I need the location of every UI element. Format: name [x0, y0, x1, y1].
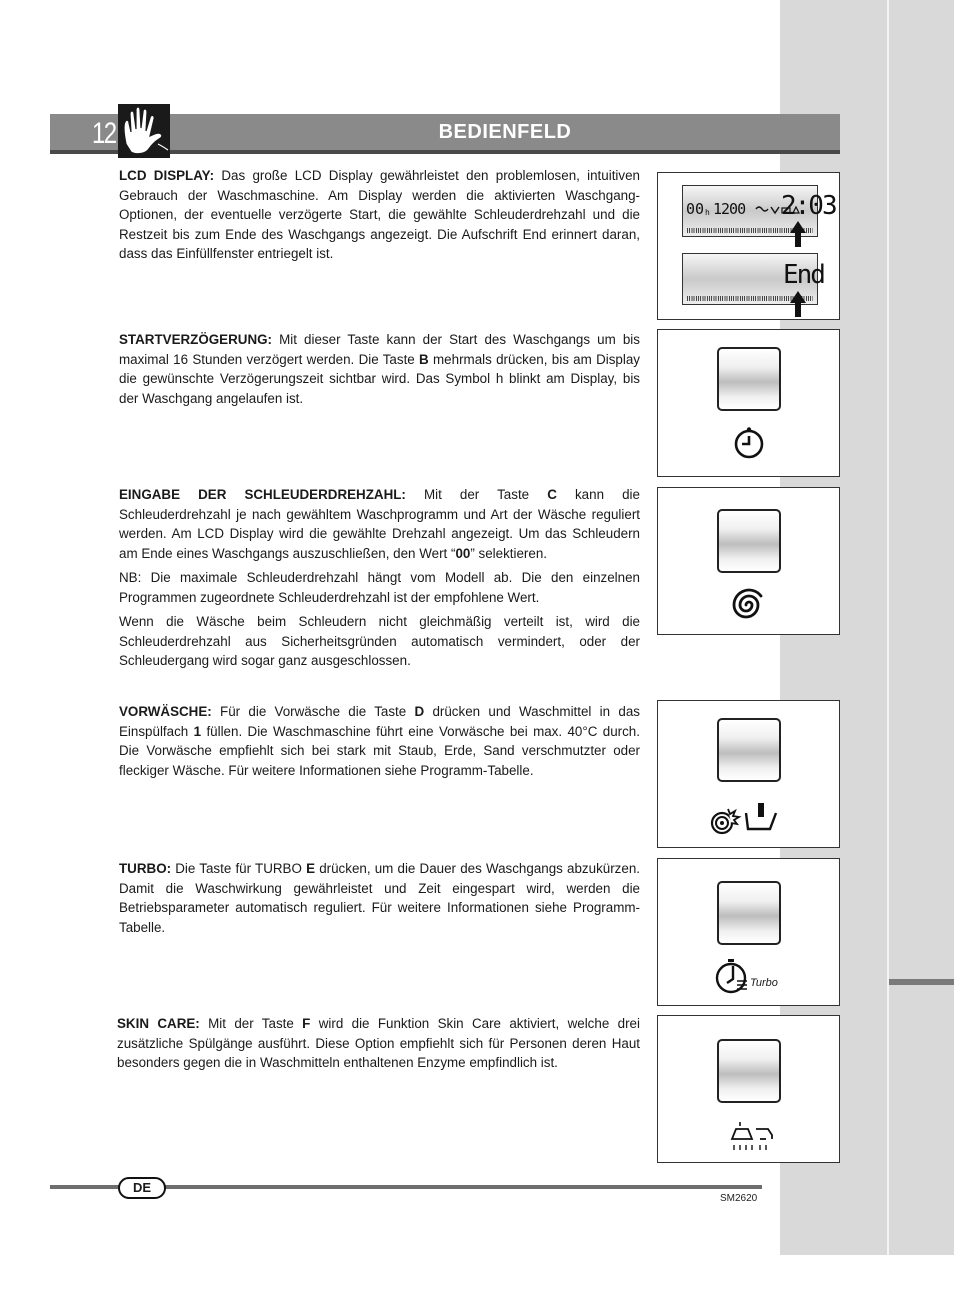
turbo-label: Turbo [750, 977, 778, 989]
skin-care-icon [730, 1121, 774, 1151]
lcd-end-text: End [783, 260, 824, 290]
turbo-icon [713, 957, 753, 995]
key-f: F [302, 1016, 311, 1031]
arrow-up-icon [788, 221, 808, 247]
hand-icon [118, 104, 170, 158]
spin-button[interactable] [717, 509, 781, 573]
side-divider [887, 0, 889, 1255]
prewash-icon [708, 799, 782, 839]
section-title-prewash: VORWÄSCHE: [119, 704, 212, 719]
section-title-lcd: LCD DISPLAY: [119, 168, 215, 183]
section-lcd-display [119, 166, 640, 269]
page-number: 12 [92, 117, 116, 150]
document-code: SM2620 [720, 1193, 758, 1204]
key-e: E [306, 861, 316, 876]
key-b: B [419, 351, 429, 367]
delay-button[interactable] [717, 347, 781, 411]
section-text-lcd: Das große LCD Display gewährleistet den problemlosen, intuitiven Gebrauch der Waschmaschine. Am Display werden die aktivierten Waschgang-Optionen, der eventuelle verzögerte Start, die gewählte Schleuderdrehzahl und die Restzeit bis zum Ende des Waschgangs angezeigt. Die Aufschrift End erinnert daran, dass das Einfüllfenster entriegelt ist. [119, 168, 640, 261]
section-spin-speed: EINGABE DER SCHLEUDERDREHZAHL: Mit der Taste C kann die Schleuderdrehzahl je nach gewähltem Waschprogramm und Art der Wäsche reguliert werden. Am LCD Display wird die gewählte Drehzahl angezeigt. Um das Schleudern am Ende eines Waschgangs auszuschließen, den Wert “00” selektieren. NB: Die maximale Schleuderdrehzahl hängt vom Modell ab. Die den einzelnen Programmen zugeordnete Schleuderdrehzahl ist der empfohlene Wert. Wenn die Wäsche beim Schleudern nicht gleichmäßig verteilt ist, wird die Schleuderdrehzahl aus Sicherheitsgründen automatisch vermindert, oder der Schleudergang wird sogar ganz ausgeschlossen. [119, 485, 640, 676]
page-title: BEDIENFELD [438, 121, 572, 143]
spin-button-panel [657, 487, 840, 635]
language-badge: DE [118, 1177, 166, 1199]
side-tab-marker [889, 979, 954, 985]
section-turbo: TURBO: Die Taste für TURBO E drücken, um die Dauer des Waschgangs abzukürzen. Damit die Waschwirkung gewährleistet und Zeit eingespart wird, werden die Betriebsparameter automatisch reguliert. Für weitere Informationen siehe Programm-Tabelle. [119, 861, 640, 935]
spiral-icon [730, 586, 768, 624]
turbo-button-panel [657, 858, 840, 1006]
section-title-spin: EINGABE DER SCHLEUDERDREHZAHL: [119, 487, 406, 502]
turbo-button[interactable] [717, 881, 781, 945]
skin-care-button[interactable] [717, 1039, 781, 1103]
section-prewash: VORWÄSCHE: Für die Vorwäsche die Taste D drücken und Waschmittel in das Einspülfach 1 füllen. Die Waschmaschine führt eine Vorwäsche bei max. 40°C durch. Die Vorwäsche empfiehlt sich bei stark mit Staub, Erde, Sand verschmutzter oder fleckiger Wäsche. Für weitere Informationen siehe Programm-Tabelle. [119, 704, 640, 778]
prewash-button[interactable] [717, 718, 781, 782]
key-c: C [547, 487, 557, 502]
section-title-skin: SKIN CARE: [117, 1016, 200, 1031]
lcd-time-value: 2:03 [781, 191, 836, 221]
prewash-button-panel [657, 700, 840, 848]
key-d: D [414, 704, 425, 719]
arrow-up-icon [788, 291, 808, 317]
lcd-display-panel [657, 172, 840, 320]
section-start-delay: STARTVERZÖGERUNG: Mit dieser Taste kann der Start des Waschgangs um bis maximal 16 Stunden verzögert werden. Die Taste B mehrmals drücken, bis am Display die gewünschte Verzögerungszeit sichtbar wird. Das Symbol h blinkt am Display, bis der Waschgang angelaufen ist. [119, 332, 640, 406]
section-skin-care: SKIN CARE: Mit der Taste F wird die Funktion Skin Care aktiviert, welche drei zusätzliche Spülgänge ausführt. Diese Option empfiehlt sich für Personen deren Haut besonders gegen die in Waschmitteln enthaltenen Enzyme empfindlich ist. [117, 1016, 640, 1070]
clock-icon [732, 426, 766, 460]
lcd-speed-value: 1200 [713, 200, 746, 218]
lcd-delay-value: 00 [686, 200, 705, 218]
section-title-turbo: TURBO: [119, 861, 172, 876]
delay-button-panel [657, 329, 840, 477]
section-title-start: STARTVERZÖGERUNG: [119, 332, 272, 347]
spin-extra: Wenn die Wäsche beim Schleudern nicht gleichmäßig verteilt ist, wird die Schleuderdrehzahl aus Sicherheitsgründen automatisch vermindert, oder der Schleudergang wird sogar ganz ausgeschlossen. [119, 614, 640, 668]
lcd-delay-unit: h [705, 208, 710, 217]
spin-note: NB: Die maximale Schleuderdrehzahl hängt vom Modell ab. Die den einzelnen Programmen zugeordnete Schleuderdrehzahl ist der empfohlene Wert. [119, 570, 640, 605]
skin-care-button-panel [657, 1015, 840, 1163]
